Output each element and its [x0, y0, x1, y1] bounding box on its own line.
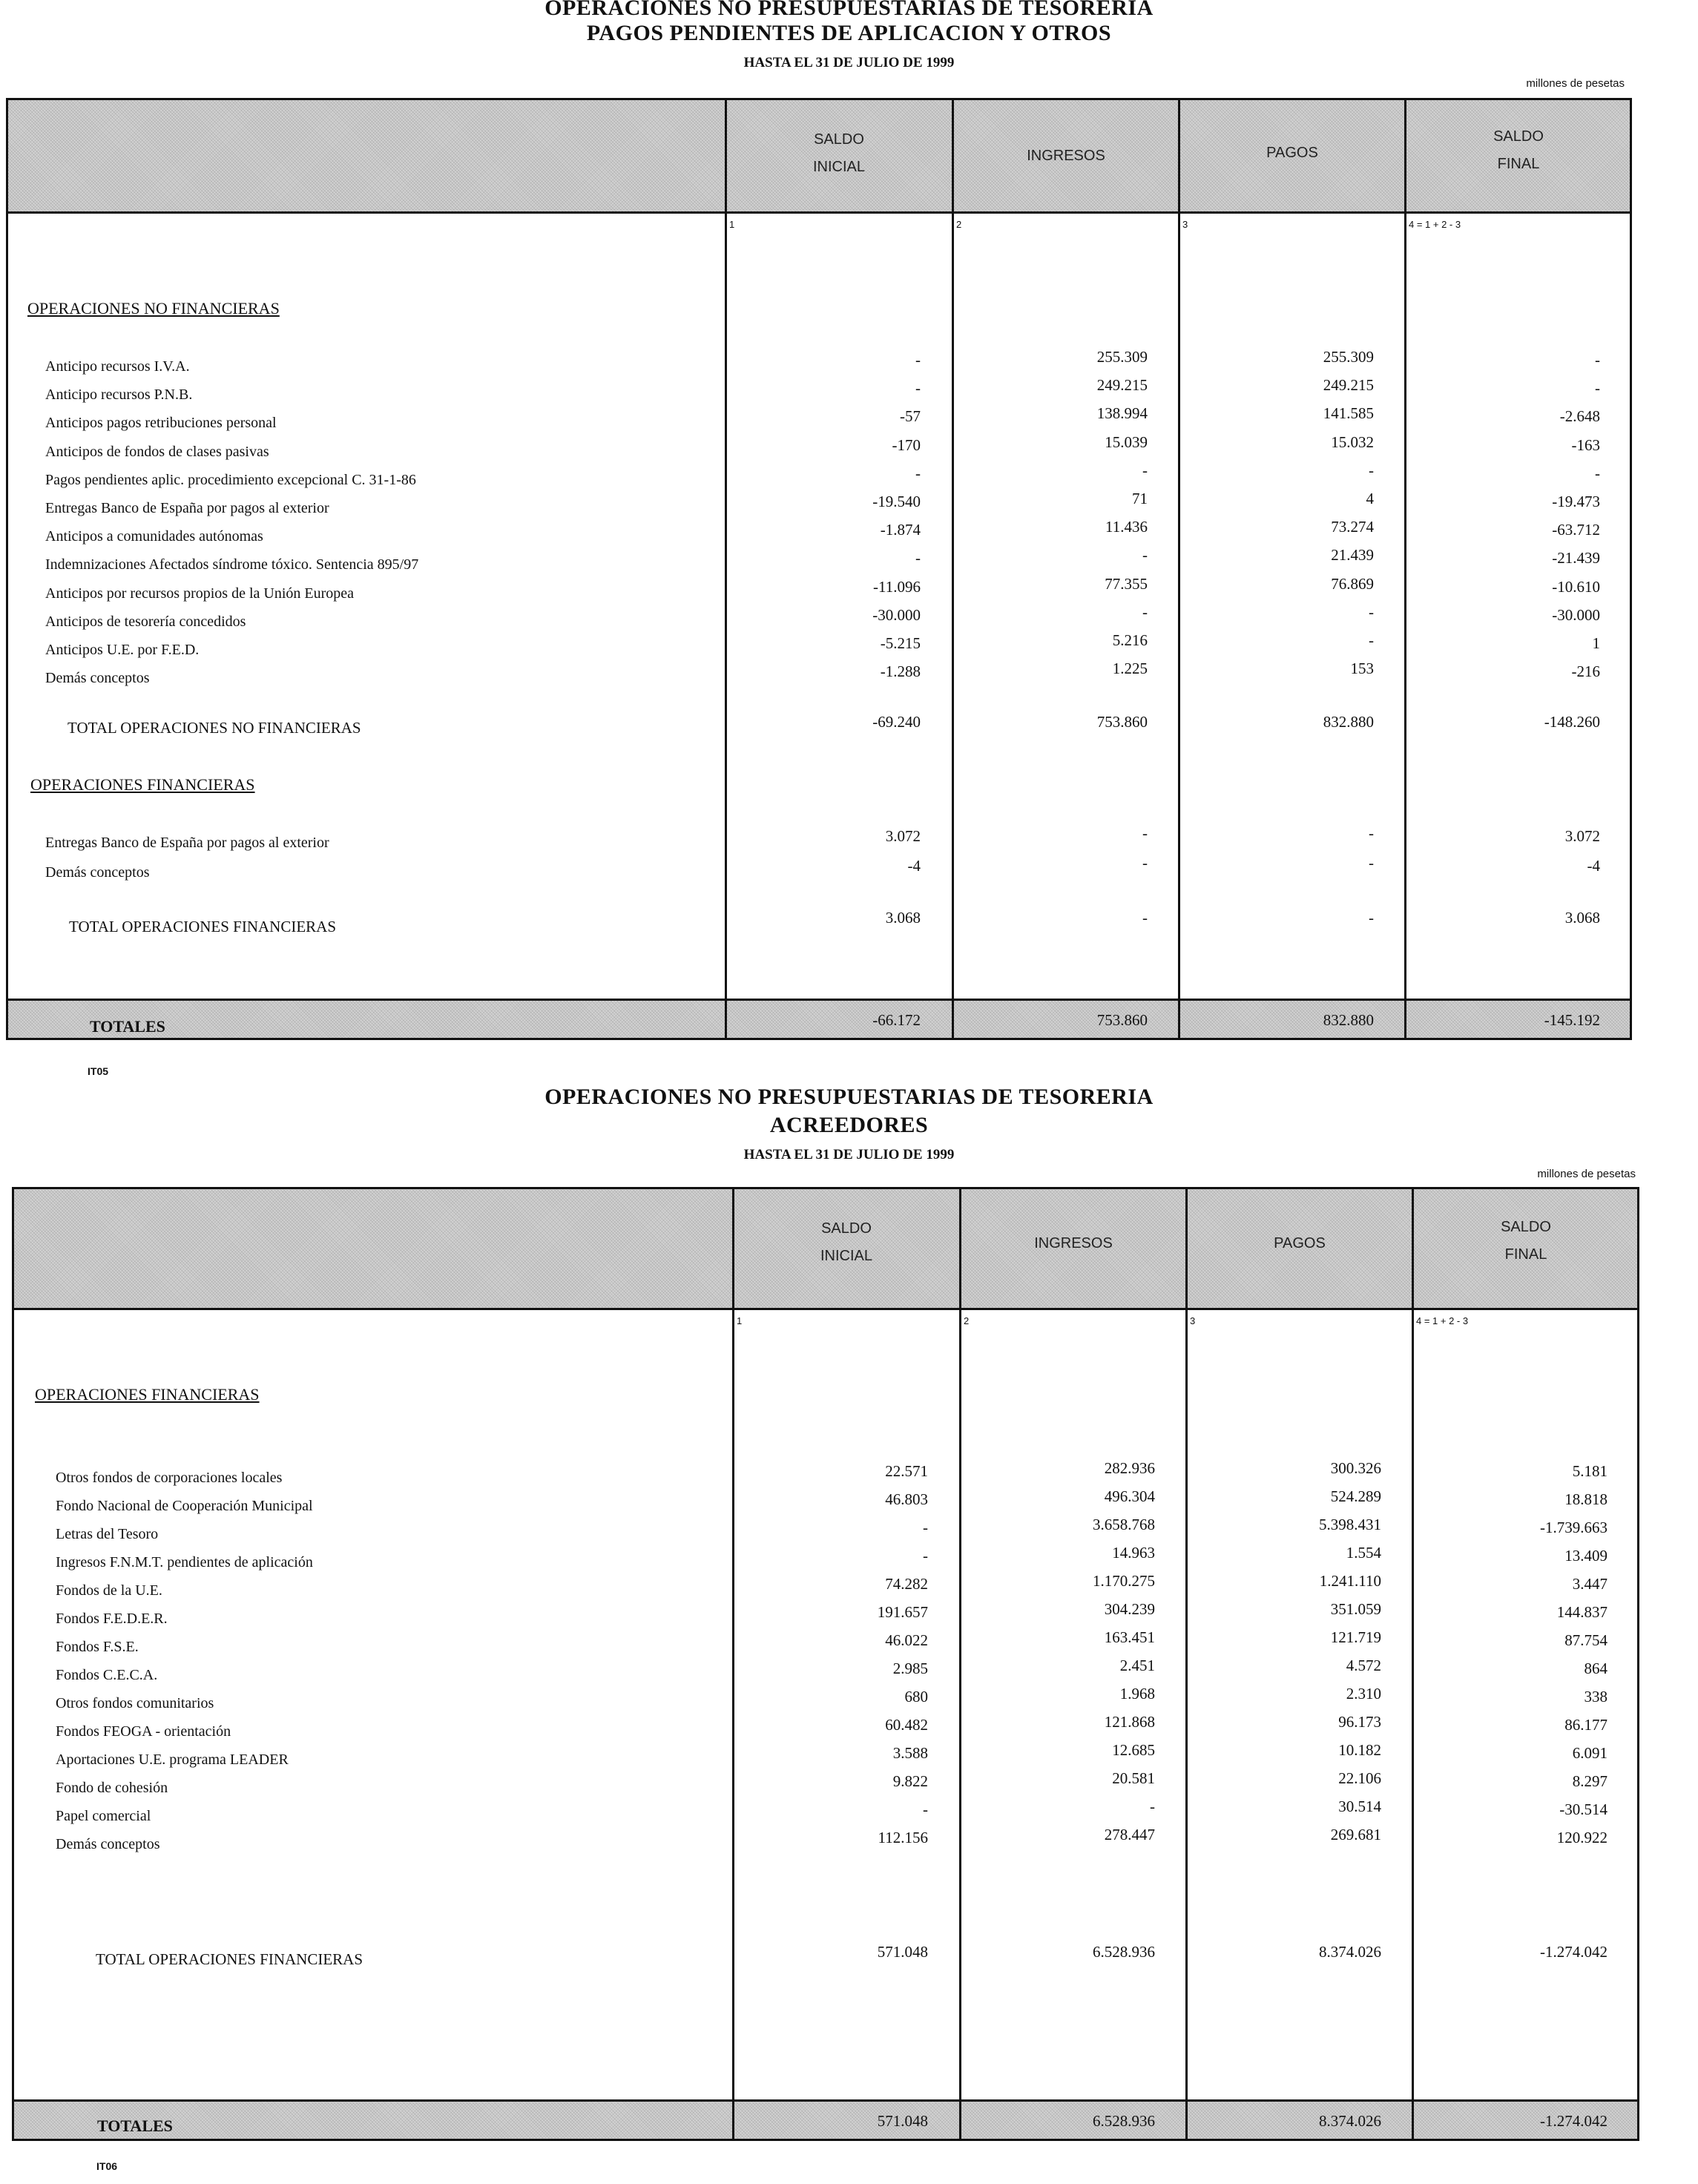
table-cell-value: 255.309	[1323, 348, 1374, 366]
table-cell-value: -	[923, 1547, 928, 1565]
column-number: 2	[964, 1315, 970, 1326]
total-label: TOTAL OPERACIONES FINANCIERAS	[69, 918, 337, 935]
page2-units-label: millones de pesetas	[1537, 1168, 1636, 1180]
page2-title-line2: ACREEDORES	[769, 1113, 929, 1137]
row-label: Fondos de la U.E.	[56, 1582, 162, 1599]
table-cell-value: 8.374.026	[1319, 2112, 1381, 2130]
row-label: Indemnizaciones Afectados síndrome tóxico. Sentencia 895/97	[45, 556, 419, 573]
page2-subtitle: HASTA EL 31 DE JULIO DE 1999	[743, 1147, 955, 1162]
table-cell-value: 5.398.431	[1319, 1516, 1381, 1533]
table-cell-value: 20.581	[1112, 1769, 1155, 1787]
table-cell-value: 8.374.026	[1319, 1943, 1381, 1961]
row-label: Ingresos F.N.M.T. pendientes de aplicación	[56, 1554, 313, 1570]
table-cell-value: 571.048	[877, 1943, 928, 1961]
table-cell-value: 13.409	[1564, 1547, 1607, 1565]
table-cell-value: 77.355	[1105, 574, 1148, 593]
table-cell-value: 22.571	[885, 1462, 928, 1480]
table-cell-value: -	[1369, 461, 1374, 479]
row-label: Anticipo recursos P.N.B.	[45, 387, 193, 404]
table-cell-value: -	[1595, 379, 1600, 398]
table-cell-value: 1.241.110	[1319, 1572, 1381, 1590]
table-cell-value: -	[1142, 602, 1148, 621]
row-label: Fondo de cohesión	[56, 1780, 168, 1796]
table-cell-value: -11.096	[873, 577, 921, 596]
row-label: Demás conceptos	[45, 670, 150, 687]
row-label: Otros fondos de corporaciones locales	[56, 1470, 283, 1486]
column-number: 4 = 1 + 2 - 3	[1409, 219, 1461, 230]
table-cell-value: -5.215	[880, 634, 921, 652]
table-cell-value: 46.022	[885, 1631, 928, 1649]
table-cell-value: 87.754	[1564, 1631, 1607, 1649]
page2-title-line1: OPERACIONES NO PRESUPUESTARIAS DE TESORERIA	[544, 1085, 1154, 1109]
table-cell-value: 1.170.275	[1093, 1572, 1155, 1590]
totales-label: TOTALES	[90, 1017, 165, 1036]
table-cell-value: 22.106	[1338, 1769, 1381, 1787]
table-cell-value: 524.289	[1330, 1487, 1381, 1505]
table-cell-value: 15.032	[1331, 432, 1374, 451]
page1-units-label: millones de pesetas	[1526, 77, 1625, 90]
table-cell-value: 112.156	[878, 1829, 928, 1846]
table-cell-value: -	[1142, 909, 1148, 927]
table-cell-value: -4	[907, 857, 921, 875]
column-number: 1	[729, 219, 735, 230]
section-heading-no-financieras: OPERACIONES NO FINANCIERAS	[27, 299, 280, 318]
table-cell-value: 2.451	[1119, 1657, 1155, 1674]
table-cell-value: 571.048	[877, 2112, 928, 2130]
table-cell-value: 249.215	[1096, 376, 1148, 395]
row-label: Anticipo recursos I.V.A.	[45, 358, 190, 375]
table-cell-value: 144.837	[1556, 1603, 1607, 1621]
table-cell-value: -19.540	[872, 493, 921, 510]
table-cell-value: -4	[1587, 857, 1600, 875]
page1-title-line1: OPERACIONES NO PRESUPUESTARIAS DE TESORERIA	[544, 0, 1154, 20]
section-heading-financieras: OPERACIONES FINANCIERAS	[30, 775, 255, 794]
table-cell-value: 300.326	[1330, 1459, 1381, 1477]
table-cell-value: -170	[892, 435, 921, 454]
table-cell-value: 76.869	[1331, 574, 1374, 593]
table-cell-value: -	[1142, 546, 1148, 565]
table-cell-value: 6.528.936	[1093, 1943, 1155, 1961]
column-number: 1	[737, 1315, 743, 1326]
table-cell-value: -	[915, 549, 921, 568]
page1-subtitle: HASTA EL 31 DE JULIO DE 1999	[743, 55, 955, 70]
table-cell-value: 10.182	[1338, 1741, 1381, 1759]
table-cell-value: 282.936	[1104, 1459, 1155, 1477]
table-cell-value: 153	[1350, 660, 1374, 678]
table-cell-value: 5.216	[1112, 631, 1148, 649]
table-cell-value: -57	[900, 407, 921, 426]
column-header-ingresos: INGRESOS	[1027, 148, 1105, 164]
table-cell-value: 269.681	[1330, 1826, 1381, 1843]
table-cell-value: -21.439	[1552, 549, 1600, 568]
table-cell-value: -2.648	[1559, 407, 1600, 426]
table-cell-value: -63.712	[1552, 521, 1600, 539]
table-cell-value: 496.304	[1104, 1487, 1155, 1505]
table-cell-value: -1.274.042	[1540, 2112, 1607, 2130]
table-cell-value: 96.173	[1338, 1713, 1381, 1731]
table-cell-value: -19.473	[1552, 493, 1600, 510]
row-label: Fondos F.E.D.E.R.	[56, 1611, 168, 1627]
table-cell-value: -	[1142, 854, 1148, 872]
table-cell-value: 46.803	[885, 1490, 928, 1508]
table-cell-value: 249.215	[1323, 376, 1374, 395]
table-cell-value: 21.439	[1331, 546, 1374, 565]
row-label: Fondos FEOGA - orientación	[56, 1723, 231, 1740]
table-cell-value: 3.072	[885, 827, 921, 845]
column-header-saldo-final: SALDO FINAL	[1501, 1219, 1551, 1263]
table-cell-value: -	[1150, 1797, 1155, 1815]
table-cell-value: 753.860	[1096, 1011, 1148, 1029]
table-cell-value: -30.000	[872, 605, 921, 624]
row-label: Demás conceptos	[56, 1836, 160, 1852]
table-cell-value: 74.282	[885, 1575, 928, 1593]
row-label: Pagos pendientes aplic. procedimiento excepcional C. 31-1-86	[45, 471, 416, 488]
table-cell-value: 1	[1592, 634, 1600, 652]
table-cell-value: -	[1142, 461, 1148, 479]
column-number: 3	[1190, 1315, 1196, 1326]
table-cell-value: 6.091	[1572, 1744, 1607, 1762]
table-cell-value: -1.739.663	[1540, 1519, 1607, 1536]
table-cell-value: -	[1369, 631, 1374, 649]
column-header-saldo-inicial: SALDO INICIAL	[820, 1220, 873, 1264]
table-cell-value: 3.447	[1572, 1575, 1607, 1593]
table-cell-value: -	[1369, 854, 1374, 872]
table-cell-value: 3.068	[1564, 909, 1600, 927]
table-cell-value: 14.963	[1112, 1544, 1155, 1562]
table-cell-value: 255.309	[1096, 348, 1148, 366]
table-cell-value: 2.310	[1346, 1685, 1381, 1703]
table-cell-value: 15.039	[1105, 432, 1148, 451]
table-cell-value: -	[915, 464, 921, 482]
table-cell-value: 3.068	[885, 909, 921, 927]
table-cell-value: 73.274	[1331, 518, 1374, 536]
page1-title-line2: PAGOS PENDIENTES DE APLICACION Y OTROS	[586, 21, 1112, 45]
table-cell-value: 121.719	[1330, 1628, 1381, 1646]
table-cell-value: 832.880	[1323, 1011, 1374, 1029]
column-number: 4 = 1 + 2 - 3	[1416, 1315, 1469, 1326]
table-cell-value: 832.880	[1323, 713, 1374, 731]
row-label: Otros fondos comunitarios	[56, 1695, 214, 1711]
table-cell-value: -69.240	[872, 713, 921, 731]
table-cell-value: 338	[1584, 1688, 1607, 1706]
table-cell-value: 680	[904, 1688, 928, 1706]
column-header-ingresos: INGRESOS	[1034, 1235, 1113, 1251]
table-cell-value: -10.610	[1552, 577, 1600, 596]
row-label: Papel comercial	[56, 1808, 151, 1824]
page1-code: IT05	[88, 1065, 109, 1077]
table-cell-value: 753.860	[1096, 713, 1148, 731]
table-cell-value: -30.000	[1552, 605, 1600, 624]
row-label: Demás conceptos	[45, 864, 150, 881]
table-cell-value: -	[915, 351, 921, 369]
table-cell-value: -216	[1571, 662, 1600, 681]
row-label: Fondos C.E.C.A.	[56, 1667, 158, 1683]
table-cell-value: 1.554	[1346, 1544, 1381, 1562]
table-cell-value: 163.451	[1104, 1628, 1155, 1646]
row-label: Anticipos de tesorería concedidos	[45, 613, 246, 630]
column-number: 3	[1182, 219, 1188, 230]
table-cell-value: 121.868	[1104, 1713, 1155, 1731]
table-cell-value: -	[923, 1800, 928, 1818]
table-cell-value: -	[1595, 464, 1600, 482]
row-label: Anticipos por recursos propios de la Unión Europea	[45, 585, 355, 602]
column-header-pagos: PAGOS	[1266, 145, 1318, 161]
column-header-saldo-inicial: SALDO INICIAL	[812, 131, 866, 175]
table-cell-value: 12.685	[1112, 1741, 1155, 1759]
table-cell-value: 30.514	[1338, 1797, 1381, 1815]
table-cell-value: -	[1369, 602, 1374, 621]
table-cell-value: 18.818	[1564, 1490, 1607, 1508]
table-cell-value: 138.994	[1096, 404, 1148, 423]
table-cell-value: -	[1369, 824, 1374, 842]
row-label: Letras del Tesoro	[56, 1526, 159, 1542]
table-cell-value: -30.514	[1559, 1800, 1607, 1818]
table-cell-value: -1.288	[880, 662, 921, 681]
table-cell-value: 60.482	[885, 1716, 928, 1734]
table-cell-value: 4	[1366, 490, 1374, 507]
table-cell-value: 304.239	[1104, 1600, 1155, 1618]
table-cell-value: 5.181	[1572, 1462, 1607, 1480]
table-cell-value: 2.985	[892, 1660, 928, 1677]
table-cell-value: 71	[1132, 490, 1148, 507]
table-cell-value: -	[1369, 909, 1374, 927]
table-cell-value: 278.447	[1104, 1826, 1155, 1843]
row-label: Anticipos U.E. por F.E.D.	[45, 642, 200, 658]
row-label: Fondos F.S.E.	[56, 1639, 139, 1655]
section-heading-financieras: OPERACIONES FINANCIERAS	[35, 1385, 260, 1404]
totales-label: TOTALES	[97, 2116, 173, 2135]
table-cell-value: -145.192	[1544, 1011, 1600, 1029]
column-header-pagos: PAGOS	[1274, 1235, 1326, 1251]
table-cell-value: -1.874	[880, 521, 921, 539]
table-cell-value: 6.528.936	[1093, 2112, 1155, 2130]
table-cell-value: -66.172	[872, 1011, 921, 1029]
table-cell-value: -148.260	[1544, 713, 1600, 731]
table-cell-value: 1.225	[1112, 660, 1148, 678]
row-label: Fondo Nacional de Cooperación Municipal	[56, 1498, 313, 1514]
table-cell-value: 120.922	[1556, 1829, 1607, 1846]
table-cell-value: -	[1595, 351, 1600, 369]
column-number: 2	[956, 219, 962, 230]
row-label: Entregas Banco de España por pagos al exterior	[45, 500, 329, 516]
page1-table	[6, 98, 1632, 1040]
row-label: Entregas Banco de España por pagos al exterior	[45, 835, 329, 851]
table-cell-value: -1.274.042	[1540, 1943, 1607, 1961]
row-label: Anticipos pagos retribuciones personal	[45, 415, 277, 432]
table-cell-value: 864	[1584, 1660, 1607, 1677]
table-cell-value: -	[915, 379, 921, 398]
table-cell-value: -163	[1571, 435, 1600, 454]
table-cell-value: -	[923, 1519, 928, 1536]
column-header-saldo-final: SALDO FINAL	[1493, 128, 1544, 172]
table-cell-value: 86.177	[1564, 1716, 1607, 1734]
table-cell-value: 141.585	[1323, 404, 1374, 423]
table-cell-value: 9.822	[892, 1772, 928, 1790]
page2-table	[12, 1187, 1639, 2141]
table-cell-value: 1.968	[1119, 1685, 1155, 1703]
row-label: Aportaciones U.E. programa LEADER	[56, 1752, 289, 1768]
table-cell-value: 191.657	[877, 1603, 928, 1621]
row-label: Anticipos de fondos de clases pasivas	[45, 443, 269, 460]
page2-code: IT06	[96, 2160, 118, 2172]
table-cell-value: -	[1142, 824, 1148, 842]
table-cell-value: 3.588	[892, 1744, 928, 1762]
table-cell-value: 4.572	[1346, 1657, 1381, 1674]
table-cell-value: 351.059	[1330, 1600, 1381, 1618]
total-label: TOTAL OPERACIONES FINANCIERAS	[96, 1950, 363, 1968]
table-cell-value: 3.072	[1564, 827, 1600, 845]
total-label: TOTAL OPERACIONES NO FINANCIERAS	[68, 719, 361, 737]
table-cell-value: 3.658.768	[1093, 1516, 1155, 1533]
table-cell-value: 8.297	[1572, 1772, 1607, 1790]
row-label: Anticipos a comunidades autónomas	[45, 528, 263, 545]
table-cell-value: 11.436	[1105, 518, 1148, 536]
